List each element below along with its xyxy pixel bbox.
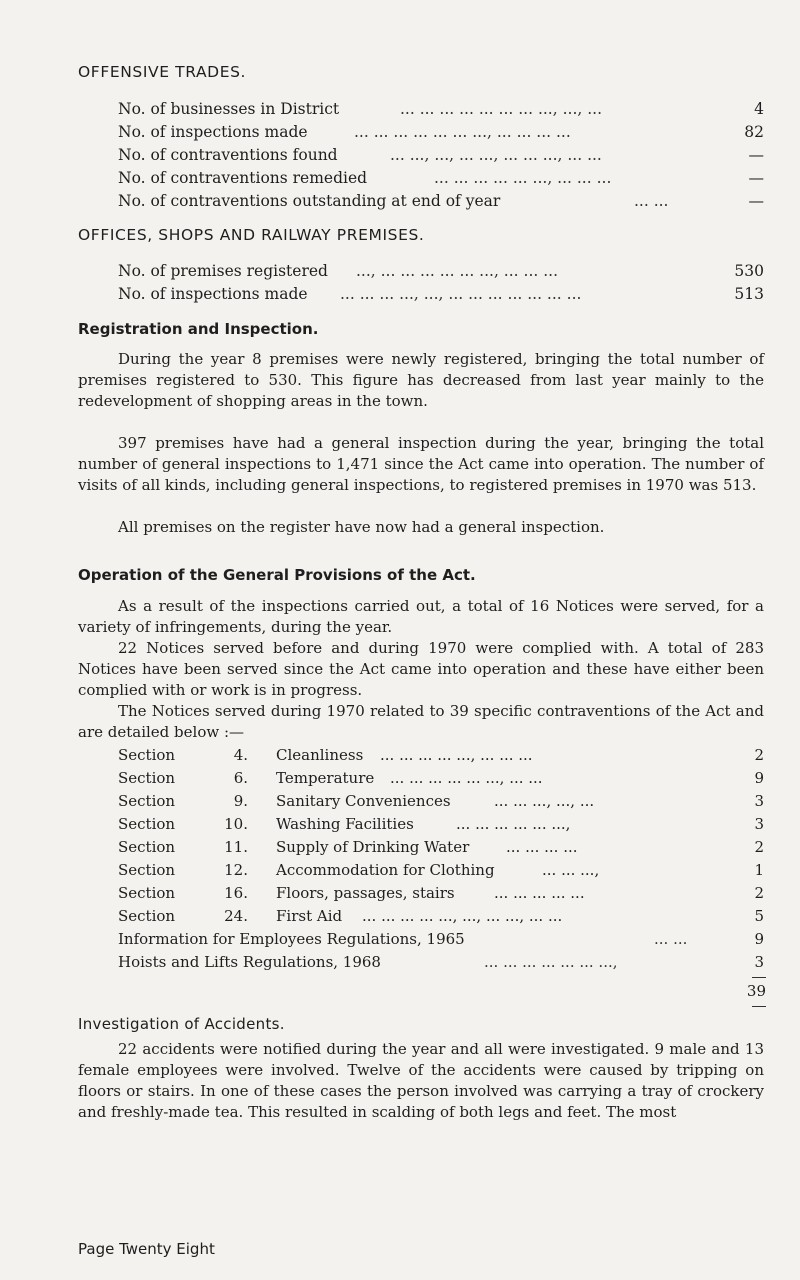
section-label: Section <box>118 838 176 856</box>
section-label: Section <box>118 746 176 764</box>
section-number: 12. <box>224 861 248 879</box>
leader-dots: ... ... ... ... ... ..., ... ... <box>390 769 543 787</box>
section-label: Section <box>118 907 176 925</box>
row-value: 4 <box>754 100 764 118</box>
section-row <box>118 907 764 929</box>
leader-dots: ... ... <box>634 192 669 210</box>
section-row <box>118 884 764 906</box>
section-label: Section <box>118 769 176 787</box>
registration-paragraph-2: 397 premises have had a general inspection during the year, bringing the total number of general inspections to 1,471 since the Act came into operation. The number of visits of all kinds, including general inspections, to registered premises in 1970 was 513. <box>78 434 764 494</box>
operation-paragraph-1: As a result of the inspections carried out, a total of 16 Notices were served, for a variety of infringements, during the year. <box>78 597 764 636</box>
section-row <box>118 769 764 791</box>
section-number: 4. <box>233 746 248 764</box>
section-number: 16. <box>224 884 248 902</box>
leader-dots: ... ... ... ..., ..., ... ... ... ... ... ... ... <box>340 285 582 303</box>
operation-paragraph-2: 22 Notices served before and during 1970 were complied with. A total of 283 Notices have been served since the Act came into operation and these have either been complied with or work is in progress. <box>78 639 764 699</box>
section-title: Supply of Drinking Water <box>276 838 470 856</box>
offices-row-inspections <box>118 285 764 307</box>
section-title: Washing Facilities <box>276 815 414 833</box>
section-label: Section <box>118 884 176 902</box>
row-value: 530 <box>734 262 764 280</box>
section-row <box>118 746 764 768</box>
regulations-row <box>118 953 764 975</box>
total-rule-top <box>752 977 766 978</box>
offensive-row-contraventions-remedied <box>118 169 764 191</box>
accidents-paragraph-1: 22 accidents were notified during the year and all were investigated. 9 male and 13 female employees were involved. Twelve of the accidents were caused by tripping on floors or stairs. In one of these cases the person involved was carrying a tray of crockery and freshly-made tea. This resulted in scalding of both legs and feet. The most <box>78 1040 764 1121</box>
page-footer: Page Twenty Eight <box>78 1240 215 1258</box>
leader-dots: ... ..., ..., ... ..., ... ... ..., ... ... <box>390 146 602 164</box>
row-value: 3 <box>754 953 764 971</box>
section-row <box>118 792 764 814</box>
section-title: Accommodation for Clothing <box>276 861 495 879</box>
row-label: Hoists and Lifts Regulations, 1968 <box>118 953 381 971</box>
section-label: Section <box>118 792 176 810</box>
total-rule-bottom <box>752 1006 766 1007</box>
contraventions-total: 39 <box>746 982 766 1000</box>
leader-dots: ... ... ..., ..., ... <box>494 792 595 810</box>
section-count: 1 <box>754 861 764 879</box>
section-row <box>118 815 764 837</box>
offices-row-premises <box>118 262 764 284</box>
section-title: Temperature <box>276 769 375 787</box>
offensive-row-businesses <box>118 100 764 122</box>
leader-dots: ... ... ... ... ... ... ..., <box>484 953 618 971</box>
row-label: No. of contraventions remedied <box>118 169 368 187</box>
offensive-trades-heading: OFFENSIVE TRADES. <box>78 63 247 81</box>
row-label: No. of inspections made <box>118 285 308 303</box>
section-number: 24. <box>224 907 248 925</box>
offensive-row-contraventions-outstanding <box>118 192 764 214</box>
row-value: 513 <box>734 285 764 303</box>
section-count: 2 <box>754 838 764 856</box>
row-value: — <box>748 169 764 187</box>
operation-heading: Operation of the General Provisions of the Act. <box>78 566 476 584</box>
row-value: 9 <box>754 930 764 948</box>
section-count: 2 <box>754 746 764 764</box>
section-title: Floors, passages, stairs <box>276 884 455 902</box>
row-value: 82 <box>744 123 764 141</box>
offensive-row-inspections <box>118 123 764 145</box>
leader-dots: ... ... ... ... ... ..., <box>456 815 571 833</box>
section-row <box>118 861 764 883</box>
section-title: Sanitary Conveniences <box>276 792 451 810</box>
row-label: No. of contraventions found <box>118 146 338 164</box>
offices-heading: OFFICES, SHOPS AND RAILWAY PREMISES. <box>78 226 425 244</box>
section-label: Section <box>118 815 176 833</box>
leader-dots: ... ... ... ... ..., ... ... ... <box>380 746 533 764</box>
operation-paragraph-3: The Notices served during 1970 related to 39 specific contraventions of the Act and are detailed below :— <box>78 702 764 741</box>
leader-dots: ... ... <box>654 930 688 948</box>
section-label: Section <box>118 861 176 879</box>
leader-dots: ... ... ... ... ... ..., ... ... ... <box>434 169 612 187</box>
leader-dots: ... ... ... ... ... ... ..., ... ... ... ... <box>354 123 571 141</box>
row-label: No. of businesses in District <box>118 100 340 118</box>
regulations-row <box>118 930 764 952</box>
leader-dots: ... ... ... ... <box>506 838 578 856</box>
section-count: 3 <box>754 815 764 833</box>
accidents-heading: Investigation of Accidents. <box>78 1015 285 1033</box>
section-count: 9 <box>754 769 764 787</box>
section-row <box>118 838 764 860</box>
section-title: First Aid <box>276 907 343 925</box>
leader-dots: ... ... ... ... ..., ..., ... ..., ... ... <box>362 907 563 925</box>
registration-paragraph-1: During the year 8 premises were newly registered, bringing the total number of premises registered to 530. This figure has decreased from last year mainly to the redevelopment of shopping areas in the town. <box>78 350 764 410</box>
row-value: — <box>748 192 764 210</box>
section-number: 9. <box>233 792 248 810</box>
offensive-row-contraventions-found <box>118 146 764 168</box>
registration-paragraph-3: All premises on the register have now had a general inspection. <box>118 518 605 536</box>
section-number: 6. <box>233 769 248 787</box>
leader-dots: ..., ... ... ... ... ... ..., ... ... ... <box>356 262 559 280</box>
section-title: Cleanliness <box>276 746 364 764</box>
registration-heading: Registration and Inspection. <box>78 320 319 338</box>
row-label: Information for Employees Regulations, 1965 <box>118 930 465 948</box>
section-number: 10. <box>224 815 248 833</box>
row-label: No. of premises registered <box>118 262 328 280</box>
leader-dots: ... ... ..., <box>542 861 600 879</box>
row-label: No. of contraventions outstanding at end of year <box>118 192 501 210</box>
leader-dots: ... ... ... ... ... ... ... ..., ..., ... <box>400 100 603 118</box>
section-count: 2 <box>754 884 764 902</box>
row-label: No. of inspections made <box>118 123 308 141</box>
leader-dots: ... ... ... ... ... <box>494 884 585 902</box>
section-count: 5 <box>754 907 764 925</box>
row-value: — <box>748 146 764 164</box>
section-count: 3 <box>754 792 764 810</box>
section-number: 11. <box>224 838 248 856</box>
